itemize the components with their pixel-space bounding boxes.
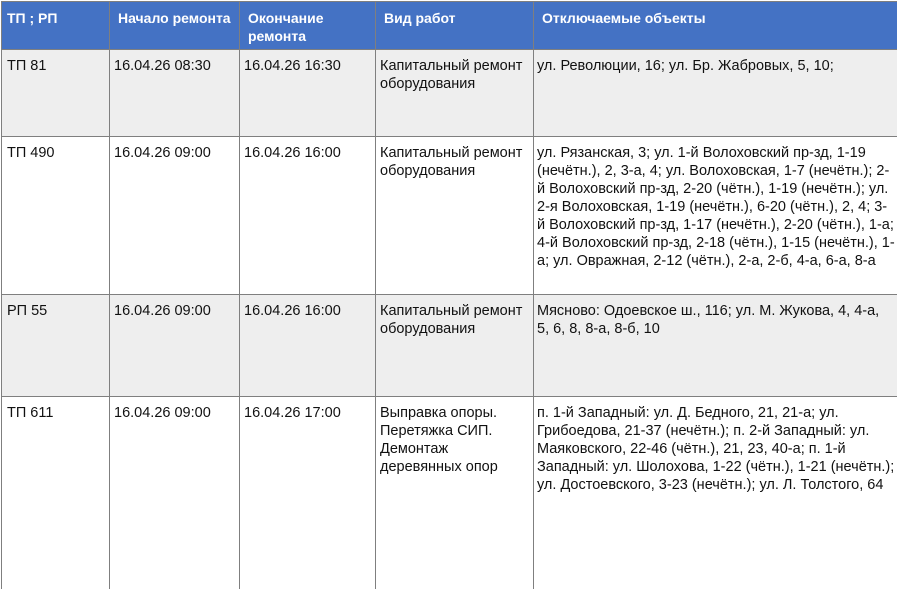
cell-start: 16.04.26 09:00	[110, 295, 240, 397]
cell-work-type: Выправка опоры. Перетяжка СИП. Демонтаж деревянных опор	[376, 397, 534, 589]
cell-affected-objects: п. 1-й Западный: ул. Д. Бедного, 21, 21-а; ул. Грибоедова, 21-37 (нечётн.); п. 2-й Западный: ул. Маяковского, 22-46 (чётн.), 21, 23, 40-а; п. 1-й Западный: ул. Шолохова, 1-22 (чётн.), 1-21 (нечётн.); ул. Достоевского, 3-23 (нечётн.); ул. Л. Толстого, 64	[534, 397, 897, 589]
cell-start: 16.04.26 09:00	[110, 397, 240, 589]
cell-work-type: Капитальный ремонт оборудования	[376, 295, 534, 397]
cell-station: ТП 81	[2, 50, 110, 137]
header-end: Окончание ремонта	[240, 2, 376, 50]
table-row	[2, 50, 897, 137]
header-start: Начало ремонта	[110, 2, 240, 50]
cell-work-type: Капитальный ремонт оборудования	[376, 50, 534, 137]
cell-work-type: Капитальный ремонт оборудования	[376, 137, 534, 295]
header-station: ТП ; РП	[2, 2, 110, 50]
cell-start: 16.04.26 09:00	[110, 137, 240, 295]
cell-start: 16.04.26 08:30	[110, 50, 240, 137]
table-body	[2, 50, 897, 589]
cell-station: ТП 611	[2, 397, 110, 589]
cell-end: 16.04.26 16:30	[240, 50, 376, 137]
table-row	[2, 295, 897, 397]
cell-affected-objects: ул. Рязанская, 3; ул. 1-й Волоховский пр-зд, 1-19 (нечётн.), 2, 3-а, 4; ул. Волоховская, 1-7 (нечётн.); 2-й Волоховский пр-зд, 2-20 (чётн.), 1-19 (нечётн.); ул. 2-я Волоховская, 1-19 (нечётн.), 6-20 (чётн.), 2, 4; 3-й Волоховский пр-зд, 1-17 (нечётн.), 2-20 (чётн.), 1-а; 4-й Волоховский пр-зд, 2-18 (чётн.), 1-15 (нечётн.), 1-а; ул. Овражная, 2-12 (чётн.), 2-а, 2-б, 4-а, 6-а, 8-а	[534, 137, 897, 295]
cell-station: РП 55	[2, 295, 110, 397]
cell-end: 16.04.26 16:00	[240, 295, 376, 397]
table-row	[2, 137, 897, 295]
cell-affected-objects: ул. Революции, 16; ул. Бр. Жабровых, 5, 10;	[534, 50, 897, 137]
header-work-type: Вид работ	[376, 2, 534, 50]
header-row	[2, 2, 897, 50]
table-row	[2, 397, 897, 589]
cell-end: 16.04.26 16:00	[240, 137, 376, 295]
outage-schedule-table	[1, 1, 897, 589]
table-header	[2, 2, 897, 50]
cell-station: ТП 490	[2, 137, 110, 295]
header-affected-objects: Отключаемые объекты	[534, 2, 897, 50]
cell-affected-objects: Мясново: Одоевское ш., 116; ул. М. Жукова, 4, 4-а, 5, 6, 8, 8-а, 8-б, 10	[534, 295, 897, 397]
cell-end: 16.04.26 17:00	[240, 397, 376, 589]
